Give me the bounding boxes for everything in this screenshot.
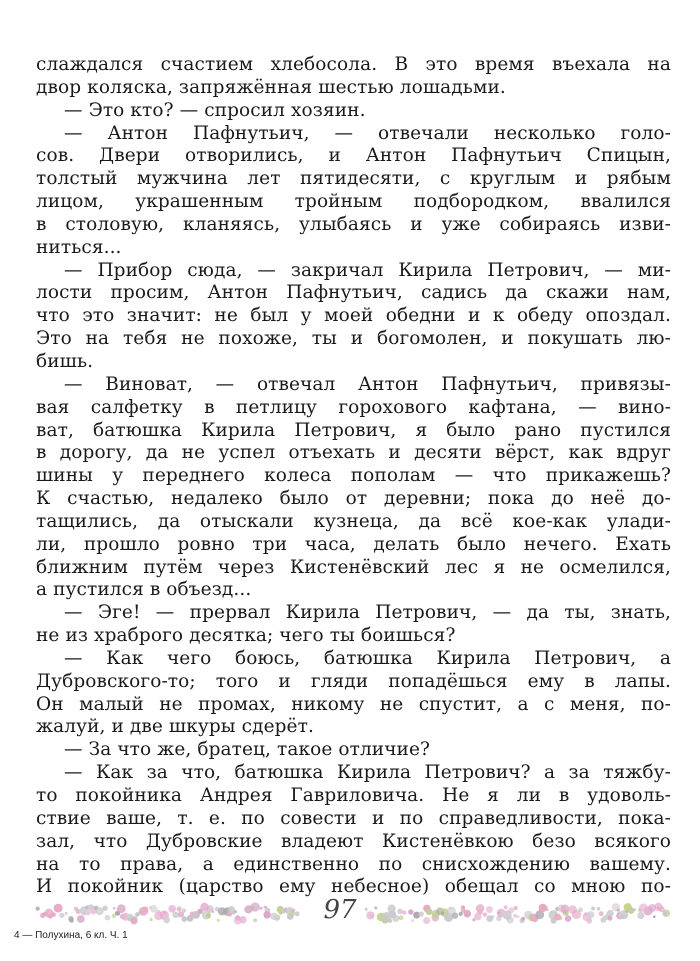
ornament-dot [491, 915, 494, 918]
ornament-dot [483, 913, 487, 917]
ornament-dot [546, 909, 548, 911]
text-line: не из храброго десятка; чего ты боишься? [36, 625, 456, 647]
ornament-dot [591, 907, 595, 911]
ornament-dot [172, 912, 178, 918]
text-line: Он малый не промах, никому не спустит, а с меня, по- [36, 693, 671, 715]
ornament-dot [51, 912, 56, 917]
ornament-dot [143, 906, 149, 912]
ornament-dot [83, 912, 86, 915]
ornament-dot [374, 906, 377, 909]
text-line: И покойник (царство ему небесное) обещал со мною по- [36, 876, 671, 898]
ornament-dot [586, 918, 592, 924]
ornament-dot [163, 917, 170, 924]
ornament-dot [578, 907, 583, 912]
text-line: тащились, да отыскали кузнеца, да всё кое-как улади- [36, 510, 671, 532]
ornament-dot [250, 902, 259, 911]
ornament-dot [59, 913, 64, 918]
ornament-dot [206, 913, 211, 918]
text-line: — Это кто? — спросил хозяин. [64, 99, 366, 121]
ornament-dot [621, 914, 625, 918]
text-line: ближним путём через Кистенёвский лес я не осмелился, [36, 556, 671, 578]
ornament-dot [537, 912, 539, 914]
ornament-dot [102, 906, 107, 911]
ornament-dot [76, 909, 81, 914]
text-line: Дубровского-то; того и гляди попадёшься ему в лапы. [36, 670, 671, 692]
ornament-dot [253, 918, 257, 922]
ornament-dot [461, 905, 465, 909]
ornament-dot [182, 908, 186, 912]
text-line: ват, батюшка Кирила Петрович, я было рано пустился [36, 419, 671, 441]
text-line: шины у переднего колеса пополам — что прикажешь? [36, 465, 671, 487]
ornament-dot [514, 906, 518, 910]
ornament-dot [150, 918, 153, 921]
ornament-dot [411, 919, 414, 922]
text-line: в дорогу, да не успел отъехать и десяти вёрст, как вдруг [36, 442, 671, 464]
ornament-dot [517, 915, 520, 918]
ornament-dot [441, 911, 445, 915]
text-line: что это значит: не был у моей обедни и к обеду опоздал. [36, 305, 671, 327]
ornament-dot [263, 911, 270, 918]
text-line: — Антон Пафнутьич, — отвечали несколько голо- [64, 122, 671, 144]
ornament-dot [429, 909, 433, 913]
text-line: — Как за что, батюшка Кирила Петрович? а за тяжбу- [64, 762, 671, 784]
ornament-dot [217, 919, 220, 922]
text-line: ствие ваше, т. е. по совести и по справедливости, пока- [36, 807, 671, 829]
ornament-dot [259, 907, 262, 910]
text-line: зал, что Дубровские владеют Кистенёвкою безо всякого [36, 830, 671, 852]
ornament-dot [477, 909, 483, 915]
ornament-dot [274, 914, 281, 921]
footer-note: 4 — Полухина, 6 кл. Ч. 1 [14, 930, 128, 941]
ornament-dot [637, 912, 644, 919]
ornament-dot [168, 905, 176, 913]
ornament-dot [507, 916, 514, 923]
text-line: Это на тебя не похоже, ты и богомолен, и покушать лю- [36, 328, 671, 350]
text-line: — Как чего боюсь, батюшка Кирила Петрович, а [64, 647, 671, 669]
ornament-dot [603, 915, 608, 920]
ornament-dot [397, 909, 402, 914]
ornament-dot [539, 904, 547, 912]
text-line: К счастью, недалеко было от деревни; пока до неё до- [36, 488, 671, 510]
ornament-dot [521, 917, 525, 921]
ornament-dot [408, 909, 413, 914]
ornament-dot [599, 911, 604, 916]
text-line: толстый мужчина лет пятидесяти, с круглым и рябым [36, 168, 671, 190]
ornament-dot [36, 907, 40, 911]
ornament-dot [587, 911, 594, 918]
ornament-dot [607, 916, 612, 921]
ornament-dot [130, 917, 137, 924]
text-line: жалуй, и две шкуры сдерёт. [36, 716, 314, 738]
text-line: лицом, украшенным тройным подбородком, ввалился [36, 191, 671, 213]
ornament-dot [419, 911, 424, 916]
ornament-dot [182, 916, 188, 922]
main-text [36, 54, 671, 899]
ornament-dot [558, 916, 562, 920]
ornament-dot [464, 910, 472, 918]
ornament-dot [423, 917, 430, 924]
ornament-dot [295, 911, 300, 916]
text-line: — Виноват, — отвечал Антон Пафнутьич, привязы- [64, 373, 671, 395]
ornament-dot [452, 913, 458, 919]
text-line: лости просим, Антон Пафнутьич, садись да скажи нам, [36, 282, 671, 304]
ornament-dot [88, 904, 94, 910]
ornament-dot [211, 910, 214, 913]
ornament-dot [77, 915, 85, 923]
ornament-dot [508, 907, 514, 913]
text-line: двор коляска, запряжённая шестью лошадьми. [36, 76, 506, 98]
text-line: — Эге! — прервал Кирила Петрович, — да ты, знать, [64, 602, 671, 624]
ornament-dot [634, 908, 637, 911]
ornament-dot [150, 905, 158, 913]
text-line: то покойника Андрея Гавриловича. Не я ли в удоволь- [36, 785, 671, 806]
ornament-dot [234, 910, 237, 913]
text-line: — За что же, братец, такое отличие? [64, 739, 431, 761]
ornament-dot [597, 907, 601, 911]
ornament-dot [399, 915, 404, 920]
text-line: вая салфетку в петлицу горохового кафтана, — вино- [36, 396, 671, 418]
text-line: в столовую, кланяясь, улыбаясь и уже собираясь изви- [36, 213, 671, 235]
ornament-dot [392, 915, 399, 922]
ornament-dot [239, 916, 246, 923]
ornament-dot [653, 915, 656, 918]
ornament-dot [486, 906, 493, 913]
text-line: ниться... [36, 236, 122, 258]
ornament-dot [513, 914, 517, 918]
text-line: слаждался счастием хлебосола. В это время въехала на [36, 54, 671, 75]
ornament-dot [87, 912, 90, 915]
ornament-dot [117, 904, 126, 913]
ornament-dot [65, 912, 68, 915]
ornament-dot [504, 905, 508, 909]
ornament-dot [617, 909, 620, 912]
text-line: ли, прошло ровно три часа, делать было нечего. Ехать [36, 533, 671, 555]
ornament-dot [105, 915, 111, 921]
text-line: — Прибор сюда, — закричал Кирила Петрович, — ми- [64, 259, 671, 281]
ornament-dot [565, 915, 572, 922]
text-line: на то права, а единственно по снисхождению вашему. [36, 853, 671, 875]
text-line: а пустился в объезд... [36, 579, 252, 601]
ornament-dot [402, 910, 406, 914]
ornament-dot [629, 909, 633, 913]
ornament-dot [68, 916, 74, 922]
ornament-dot [177, 906, 182, 911]
ornament-dot [370, 914, 373, 917]
page-number: 97 [323, 895, 357, 925]
ornament-dot [663, 912, 668, 917]
text-line: сов. Двери отворились, и Антон Пафнутьич Спицын, [36, 145, 671, 167]
ornament-dot [113, 907, 116, 910]
ornament-dot [54, 904, 63, 913]
ornament-dot [291, 908, 295, 912]
ornament-dot [561, 905, 570, 914]
text-line: бишь. [36, 350, 94, 372]
